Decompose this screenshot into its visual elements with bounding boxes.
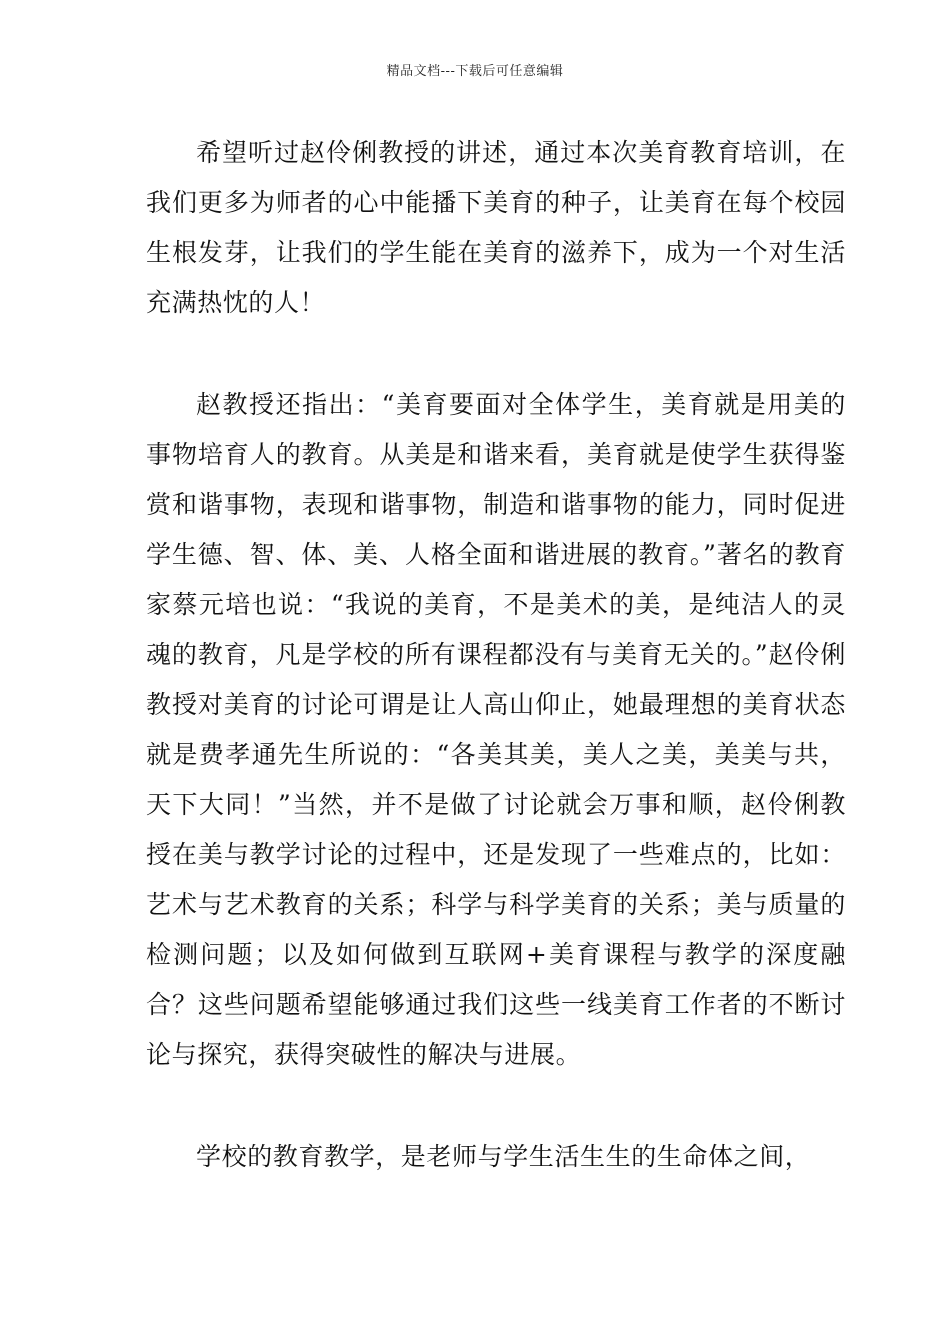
page-header: 精品文档---下载后可任意编辑 <box>386 64 564 79</box>
document-body <box>146 128 846 1182</box>
paragraph-3: 学校的教育教学，是老师与学生活生生的生命体之间， <box>196 1142 811 1171</box>
paragraph-1: 希望听过赵伶俐教授的讲述，通过本次美育教育培训，在我们更多为师者的心中能播下美育的种子，让美育在每个校园生根发芽，让我们的学生能在美育的滋养下，成为一个对生活充满热忱的人！ <box>146 138 846 317</box>
paragraph-2: 赵教授还指出：“美育要面对全体学生，美育就是用美的事物培育人的教育。从美是和谐来看，美育就是使学生获得鉴赏和谐事物，表现和谐事物，制造和谐事物的能力，同时促进学生德、智、体、美、人格全面和谐进展的教育。”著名的教育家蔡元培也说：“我说的美育，不是美术的美，是纯洁人的灵魂的教育，凡是学校的所有课程都没有与美育无关的。”赵伶俐教授对美育的讨论可谓是让人高山仰止，她最理想的美育状态就是费孝通先生所说的：“各美其美，美人之美，美美与共，天下大同！”当然，并不是做了讨论就会万事和顺，赵伶俐教授在美与教学讨论的过程中，还是发现了一些难点的，比如：艺术与艺术教育的关系；科学与科学美育的关系；美与质量的检测问题；以及如何做到互联网+美育课程与教学的深度融合？这些问题希望能够通过我们这些一线美育工作者的不断讨论与探究，获得突破性的解决与进展。 <box>146 390 846 1069</box>
